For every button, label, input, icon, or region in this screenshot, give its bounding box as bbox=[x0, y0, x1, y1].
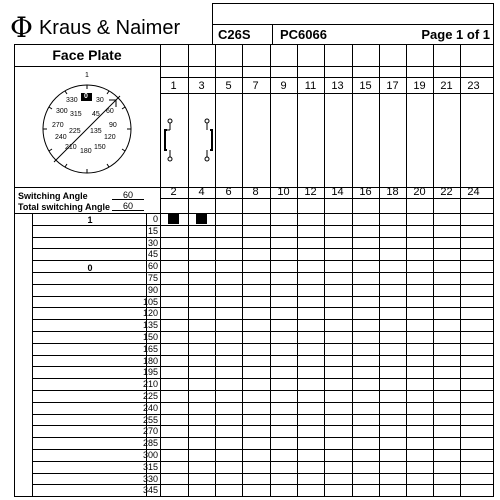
terminal-bottom-10: 10 bbox=[277, 186, 290, 198]
page-indicator: Page 1 of 1 bbox=[421, 27, 490, 42]
terminal-bottom-8: 8 bbox=[252, 186, 259, 198]
terminal-top-1: 1 bbox=[170, 80, 177, 92]
angle-225: 225 bbox=[142, 391, 158, 401]
terminal-bottom-20: 20 bbox=[413, 186, 426, 198]
program-code: PC6066 bbox=[280, 27, 327, 42]
angle-75: 75 bbox=[147, 273, 158, 283]
angle-60: 60 bbox=[147, 261, 158, 271]
terminal-top-3: 3 bbox=[198, 80, 205, 92]
angle-285: 285 bbox=[142, 438, 158, 448]
angle-90: 90 bbox=[147, 285, 158, 295]
dial-label-135: 135 bbox=[90, 128, 102, 135]
dial-label-45: 45 bbox=[92, 111, 100, 118]
total-switching-angle-label: Total switching Angle bbox=[18, 202, 110, 212]
angle-120: 120 bbox=[142, 308, 158, 318]
angle-180: 180 bbox=[142, 356, 158, 366]
terminal-top-19: 19 bbox=[413, 80, 426, 92]
face-plate-title: Face Plate bbox=[52, 47, 122, 63]
angle-105: 105 bbox=[142, 297, 158, 307]
terminal-bottom-16: 16 bbox=[359, 186, 372, 198]
dial-label-120: 120 bbox=[104, 134, 116, 141]
terminal-top-23: 23 bbox=[467, 80, 480, 92]
terminal-bottom-2: 2 bbox=[170, 186, 177, 198]
terminal-bottom-18: 18 bbox=[386, 186, 399, 198]
angle-15: 15 bbox=[147, 226, 158, 236]
terminal-top-21: 21 bbox=[440, 80, 453, 92]
position-label-0: 0 bbox=[87, 263, 93, 273]
brand-logo bbox=[10, 11, 181, 44]
dial-label-315: 315 bbox=[70, 111, 82, 118]
total-switching-angle-value: 60 bbox=[112, 202, 144, 211]
dial-label-0: 0 bbox=[84, 93, 88, 100]
dial-label-60: 60 bbox=[106, 108, 114, 115]
terminal-bottom-6: 6 bbox=[225, 186, 232, 198]
angle-0: 0 bbox=[152, 214, 158, 224]
angle-315: 315 bbox=[142, 462, 158, 472]
angle-195: 195 bbox=[142, 367, 158, 377]
angle-300: 300 bbox=[142, 450, 158, 460]
dial-label-300: 300 bbox=[56, 108, 68, 115]
position-label-1: 1 bbox=[87, 215, 93, 225]
dial-label-330: 330 bbox=[66, 97, 78, 104]
terminal-bottom-4: 4 bbox=[198, 186, 205, 198]
angle-165: 165 bbox=[142, 344, 158, 354]
dial-label-top: 1 bbox=[85, 72, 89, 79]
switching-angle-label: Switching Angle bbox=[18, 191, 88, 201]
contact-symbol-1-2 bbox=[160, 118, 220, 163]
angle-210: 210 bbox=[142, 379, 158, 389]
dial-label-210: 210 bbox=[65, 144, 77, 151]
angle-270: 270 bbox=[142, 426, 158, 436]
angle-345: 345 bbox=[142, 485, 158, 495]
terminal-bottom-14: 14 bbox=[331, 186, 344, 198]
dial-label-90: 90 bbox=[109, 122, 117, 129]
dial-label-240: 240 bbox=[55, 134, 67, 141]
angle-255: 255 bbox=[142, 415, 158, 425]
closed-contact-marker bbox=[196, 214, 207, 224]
closed-contact-marker bbox=[168, 214, 179, 224]
type-code: C26S bbox=[218, 27, 251, 42]
terminal-top-5: 5 bbox=[225, 80, 232, 92]
angle-45: 45 bbox=[147, 249, 158, 259]
phi-logo-icon: Φ bbox=[10, 11, 33, 44]
dial-label-150: 150 bbox=[94, 144, 106, 151]
terminal-top-7: 7 bbox=[252, 80, 259, 92]
terminal-bottom-22: 22 bbox=[440, 186, 453, 198]
terminal-top-13: 13 bbox=[331, 80, 344, 92]
angle-135: 135 bbox=[142, 320, 158, 330]
angle-240: 240 bbox=[142, 403, 158, 413]
terminal-bottom-12: 12 bbox=[304, 186, 317, 198]
switching-angle-value: 60 bbox=[112, 191, 144, 200]
angle-330: 330 bbox=[142, 474, 158, 484]
dial-label-270: 270 bbox=[52, 122, 64, 129]
terminal-bottom-24: 24 bbox=[467, 186, 480, 198]
dial-label-225: 225 bbox=[69, 128, 81, 135]
angle-30: 30 bbox=[147, 238, 158, 248]
terminal-top-11: 11 bbox=[304, 80, 317, 92]
dial-label-30: 30 bbox=[96, 97, 104, 104]
terminal-top-17: 17 bbox=[386, 80, 399, 92]
face-plate-dial bbox=[18, 70, 156, 185]
dial-label-180: 180 bbox=[80, 148, 92, 155]
angle-150: 150 bbox=[142, 332, 158, 342]
terminal-top-15: 15 bbox=[359, 80, 372, 92]
terminal-top-9: 9 bbox=[280, 80, 287, 92]
brand-name: Kraus & Naimer bbox=[38, 16, 181, 39]
